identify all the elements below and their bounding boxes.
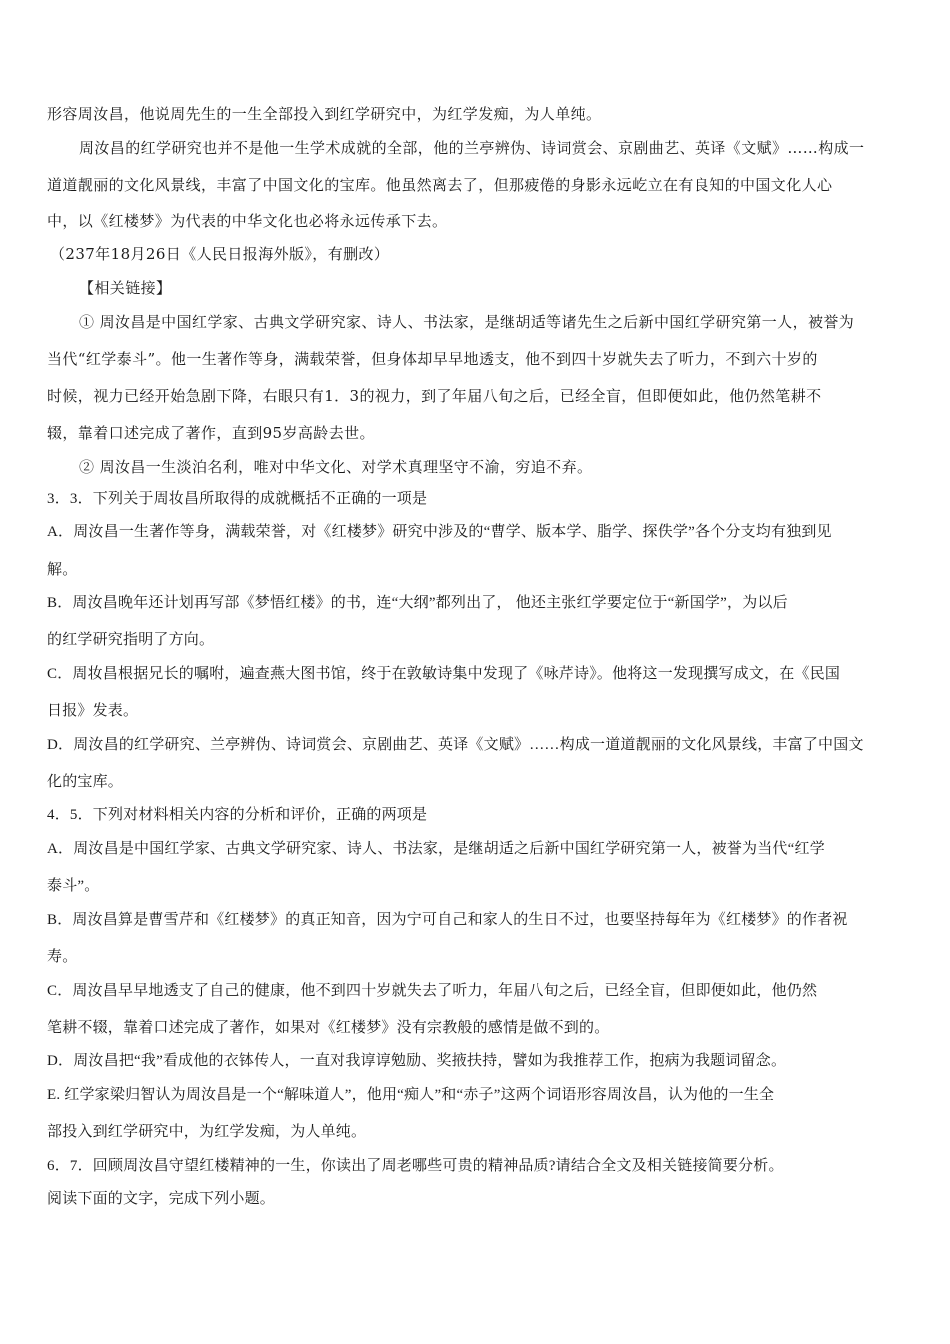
question-3-option-a: A．周汝昌一生著作等身，满载荣誉，对《红楼梦》研究中涉及的“曹学、版本学、脂学、探佚学”各个分支均有独到见: [47, 524, 832, 540]
question-3-option-d: D．周汝昌的红学研究、兰亭辨伪、诗词赏会、京剧曲艺、英译《文赋》……构成一道道靓丽的文化风景线，丰富了中国文: [47, 737, 864, 753]
article-paragraph-line: 周汝昌的红学研究也并不是他一生学术成就的全部，他的兰亭辨伪、诗词赏会、京剧曲艺、英译《文赋》……构成一: [79, 139, 865, 157]
article-source: （237年18月26日《人民日报海外版》，有删改）: [50, 245, 390, 263]
question-4-option-e-cont: 部投入到红学研究中，为红学发痴，为人单纯。: [47, 1124, 367, 1140]
related-link-item-line: 时候，视力已经开始急剧下降，右眼只有1．3的视力，到了年届八旬之后，已经全盲，但即便如此，他仍然笔耕不: [47, 387, 822, 405]
question-3-option-a-cont: 解。: [47, 562, 78, 578]
reading-instruction: 阅读下面的文字，完成下列小题。: [47, 1191, 276, 1207]
question-4-option-d: D．周汝昌把“我”看成他的衣钵传人，一直对我谆谆勉励、奖掖扶持，譬如为我推荐工作，抱病为我题词留念。: [47, 1053, 787, 1069]
related-links-heading: 【相关链接】: [79, 279, 172, 297]
question-3-option-c-cont: 日报》发表。: [47, 703, 139, 719]
related-link-item-line: 辍，靠着口述完成了著作，直到95岁高龄去世。: [47, 424, 375, 442]
question-3-option-b: B．周汝昌晚年还计划再写部《梦悟红楼》的书，连“大纲”都列出了， 他还主张红学要定位于“新国学”，为以后: [47, 595, 788, 611]
question-4-option-b-cont: 寿。: [47, 949, 78, 965]
article-line: 形容周汝昌，他说周先生的一生全部投入到红学研究中，为红学发痴，为人单纯。: [47, 105, 602, 123]
question-4-option-a-cont: 泰斗”。: [47, 878, 100, 894]
question-4-option-a: A．周汝昌是中国红学家、古典文学研究家、诗人、书法家，是继胡适之后新中国红学研究第一人，被誉为当代“红学: [47, 841, 825, 857]
article-paragraph-line: 中，以《红楼梦》为代表的中华文化也必将永远传承下去。: [47, 212, 448, 230]
question-3-option-d-cont: 化的宝库。: [47, 774, 124, 790]
related-link-item: ② 周汝昌一生淡泊名利，唯对中华文化、对学术真理坚守不渝，穷追不弃。: [79, 458, 593, 476]
question-3-option-b-cont: 的红学研究指明了方向。: [47, 632, 215, 648]
question-3-option-c: C．周妆昌根据兄长的嘱咐，遍查燕大图书馆，终于在敦敏诗集中发现了《咏芹诗》。他将这一发现撰写成文，在《民国: [47, 666, 841, 682]
question-4-option-b: B．周汝昌算是曹雪芹和《红楼梦》的真正知音，因为宁可自己和家人的生日不过，也要坚持每年为《红楼梦》的作者祝: [47, 912, 848, 928]
question-3-stem: 3．3．下列关于周妆昌所取得的成就概括不正确的一项是: [47, 491, 428, 507]
question-4-stem: 4．5．下列对材料相关内容的分析和评价，正确的两项是: [47, 807, 428, 823]
question-4-option-e: E. 红学家梁归智认为周汝昌是一个“解味道人”，他用“痴人”和“赤子”这两个词语形容周汝昌，认为他的一生全: [47, 1087, 775, 1103]
question-4-option-c: C．周汝昌早早地透支了自己的健康，他不到四十岁就失去了听力，年届八旬之后，已经全盲，但即便如此，他仍然: [47, 983, 818, 999]
question-6-stem: 6．7．回顾周汝昌守望红楼精神的一生，你读出了周老哪些可贵的精神品质?请结合全文及相关链接简要分析。: [47, 1158, 784, 1174]
article-paragraph-line: 道道靓丽的文化风景线，丰富了中国文化的宝库。他虽然离去了，但那疲倦的身影永远屹立在有良知的中国文化人心: [47, 176, 833, 194]
question-4-option-c-cont: 笔耕不辍，靠着口述完成了著作，如果对《红楼梦》没有宗教般的感情是做不到的。: [47, 1020, 610, 1036]
related-link-item: ① 周汝昌是中国红学家、古典文学研究家、诗人、书法家，是继胡适等诸先生之后新中国红学研究第一人，被誉为: [79, 313, 855, 331]
related-link-item-line: 当代“红学泰斗”。他一生著作等身，满载荣誉，但身体却早早地透支，他不到四十岁就失去了听力，不到六十岁的: [47, 350, 818, 368]
